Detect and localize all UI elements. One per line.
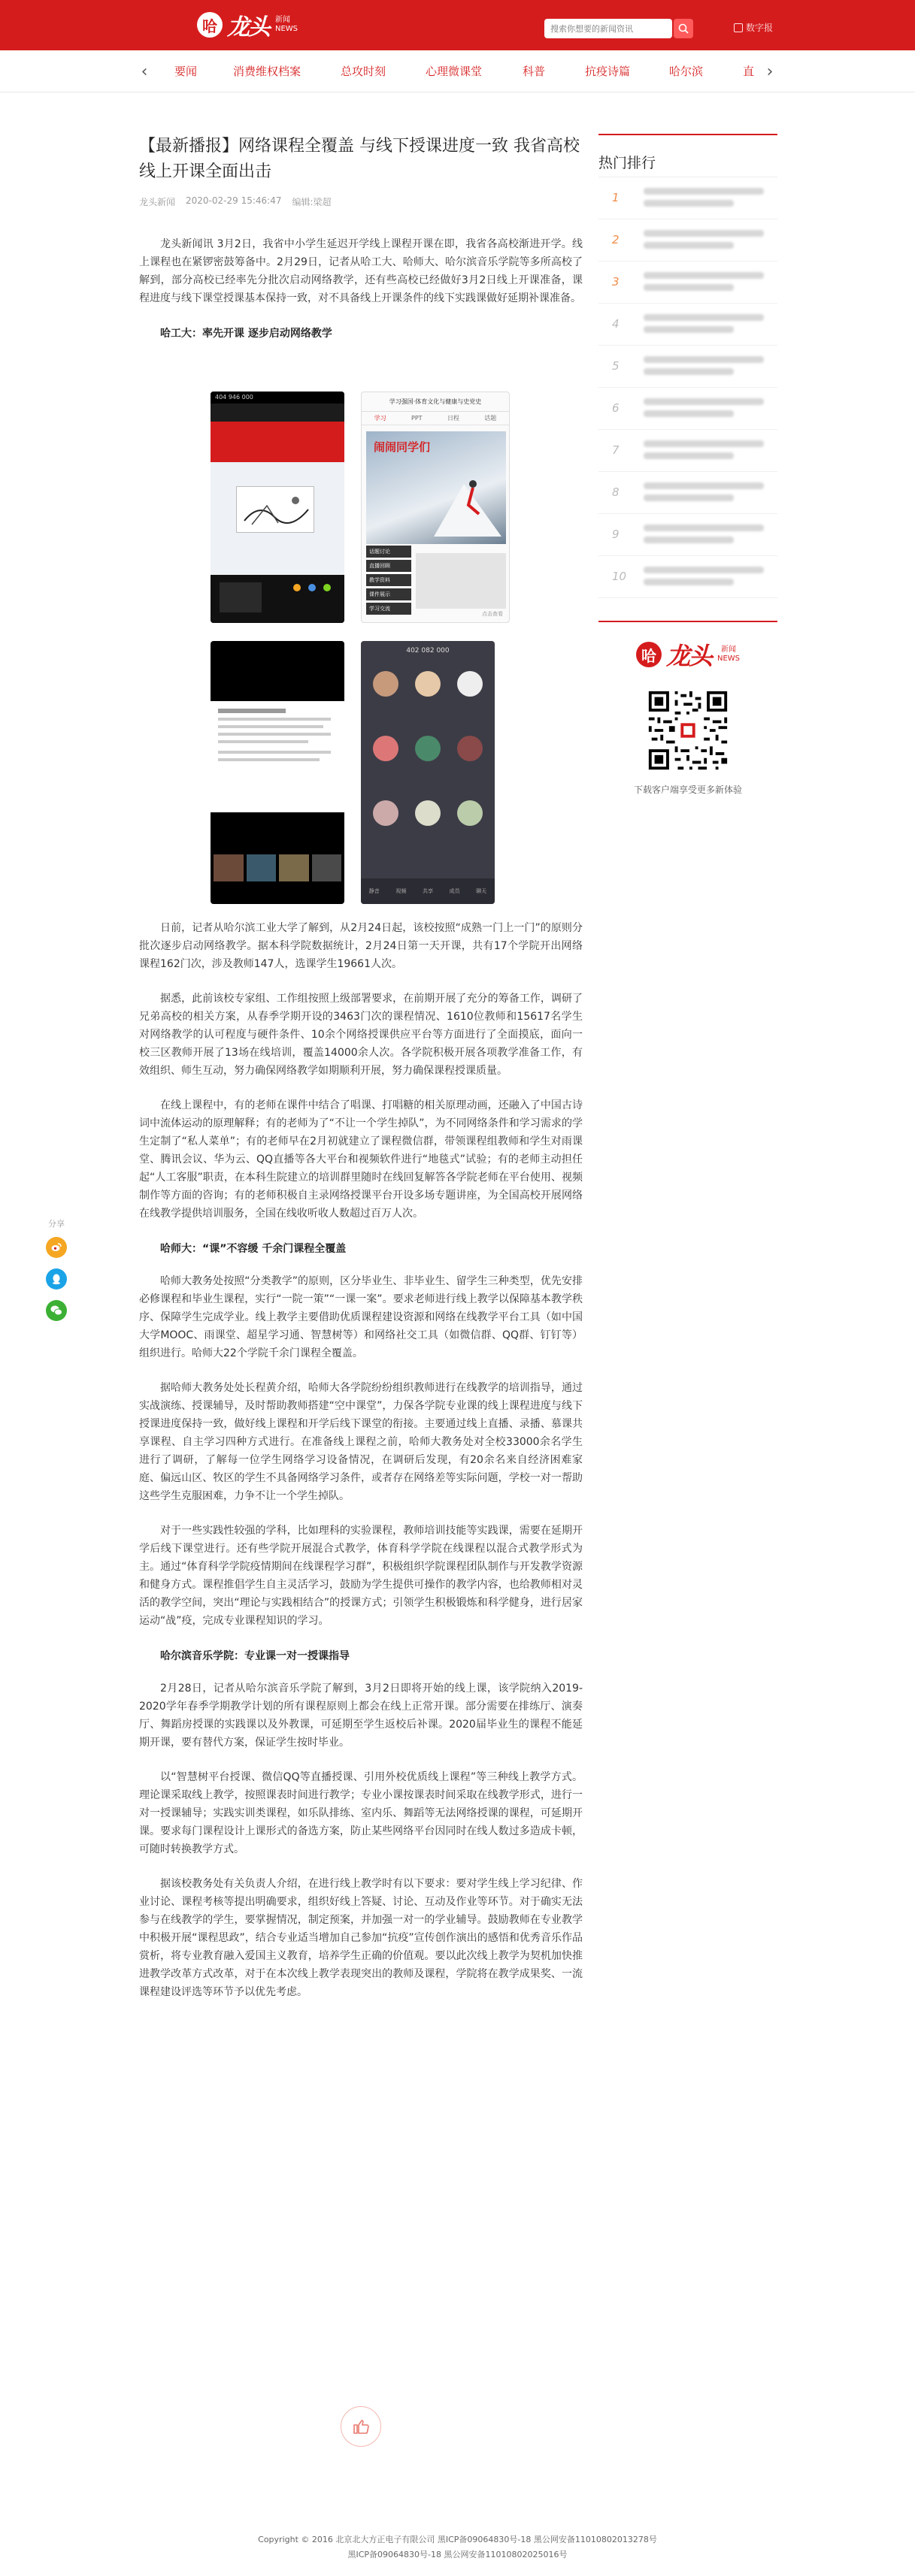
hot-rank: 5 (612, 359, 620, 373)
logo-sub-cn: 新闻 (275, 16, 290, 24)
participant-avatar (457, 671, 483, 697)
article-paragraph: 龙头新闻讯 3月2日，我省中小学生延迟开学线上课程开课在即，我省各高校渐进开学。线上课程也在紧锣密鼓筹备中。2月29日，记者从哈工大、哈师大、哈尔滨音乐学院等多所高校了解到，部分高校已经率先分批次启动网络教学，还有些高校已经做好3月2日线上开课准备，课程进度与线下课堂授课基本保持一致，对不具备线上开课条件的线下实践课做好延期补课准备。 (139, 238, 583, 304)
qq-icon (51, 1273, 62, 1285)
digital-label: 数字报 (746, 23, 774, 33)
meeting-toolbar (361, 878, 495, 904)
qr-code-icon[interactable] (646, 688, 730, 772)
participant-avatar (373, 671, 398, 697)
site-logo[interactable] (197, 9, 298, 41)
doc-line (218, 718, 331, 721)
article-paragraph: 以“智慧树平台授课、微信QQ等直播授课、引用外校优质线上课程”等三种线上教学方式。理论课采取线上教学，按照课表时间进行教学；专业小课按课表时间采取在线教学形式，进行一对一授课辅导；实践实训类课程，如乐队排练、室内乐、舞蹈等无法网络授课的课程，可延期开课。要求每门课程设计上课形式的备选方案，防止某些网络平台因同时在线人数过多造成卡顿，可随时转换教学方式。 (139, 1771, 583, 1855)
participant-avatar (415, 800, 441, 826)
sidebar (598, 134, 777, 796)
article (139, 134, 583, 2001)
hot-title-blur (644, 272, 764, 279)
footer-icp: 黑ICP备09064830号-18 黑公网安备11010802025016号 (347, 2550, 568, 2559)
slide-image (236, 486, 314, 533)
article-source[interactable]: 龙头新闻 (139, 197, 176, 207)
camera-icon (308, 584, 316, 591)
article-title: 【最新播报】网络课程全覆盖 与线下授课进度一致 我省高校线上开课全面出击 (139, 137, 580, 181)
toolbar-area (211, 575, 344, 623)
like-button[interactable] (341, 2406, 381, 2447)
nav-items (171, 50, 761, 92)
weibo-icon (50, 1241, 62, 1253)
article-photo-grid (139, 361, 583, 903)
hot-title-blur (644, 200, 734, 207)
hot-rank: 2 (612, 233, 620, 246)
doc-line (218, 740, 308, 743)
hot-list-item[interactable] (598, 430, 777, 472)
participant-thumb (279, 854, 309, 881)
hot-title-blur (644, 452, 734, 459)
hot-title-blur (644, 440, 764, 447)
thumbs-up-icon (352, 2417, 370, 2435)
nav-item-8[interactable]: 直 (743, 65, 755, 78)
promo-logo-sub-cn: 新闻 (721, 646, 736, 654)
app-menu-item: 直播回顾 (366, 560, 411, 572)
hot-title-blur (644, 356, 764, 363)
app-tabs (362, 412, 509, 425)
meeting-toolbar-item: 聊天 (476, 888, 487, 894)
doc-line (218, 751, 331, 754)
article-paragraph: 在线上课程中，有的老师在课件中结合了唱课、打唱糖的相关原理动画，还融入了中国古诗词中流体运动的原理解释；有的老师为了“不让一个学生掉队”，为不同网络条件和学习需求的学生定制了“私人菜单”；有的老师早在2月初就建立了课程微信群，带领课程组教师和学生对雨课堂、腾讯会议、华为云、QQ直播等各大平台和视频软件进行“地毯式”试验；有的老师主动担任起“人工客服”职责，在本科生院建立的培训群里随时在线回复解答各学院老师在平台使用、视频制作等方面的咨询；有的老师积极自主录网络授课平台开设多场专题讲座，为全国高校开展网络在线教学提供培训服务，全国在线收听收人数超过百万人次。 (139, 1099, 583, 1220)
doc-line (218, 758, 320, 761)
hot-list-item[interactable] (598, 177, 777, 219)
article-paragraph: 日前，记者从哈尔滨工业大学了解到，从2月24日起，该校按照“成熟一门上一门”的原则分批次逐步启动网络教学。据本科学院数据统计，2月24日第一天开课，共有17个学院开出网络课程162门次，涉及教师147人，选课学生19661人次。 (139, 922, 583, 970)
participant-avatar (373, 800, 398, 826)
hot-list-item[interactable] (598, 304, 777, 346)
nav-item-6[interactable]: 抗疫诗篇 (585, 65, 631, 78)
app-footer: 点击查看 (482, 611, 503, 617)
hot-list-item[interactable] (598, 219, 777, 262)
participant-avatar (457, 800, 483, 826)
participant-thumb (312, 854, 342, 881)
participant-avatar (457, 736, 483, 761)
hot-title-blur (644, 242, 734, 249)
hot-list (598, 177, 777, 598)
share-weibo-button[interactable] (46, 1237, 67, 1258)
meeting-toolbar-item: 成员 (449, 888, 460, 894)
hot-title-blur (644, 326, 734, 333)
hot-list-item[interactable] (598, 556, 777, 598)
app-tab: PPT (411, 415, 423, 422)
hot-title-blur (644, 188, 764, 195)
share-bar (45, 1217, 68, 1332)
hot-title-blur (644, 525, 764, 531)
hot-title-blur (644, 410, 734, 417)
app-menu (366, 546, 411, 615)
nav-item-7[interactable]: 哈尔滨 (669, 65, 704, 78)
meeting-toolbar-item: 视频 (395, 888, 407, 894)
meeting-screenshot (361, 641, 495, 904)
hot-title-blur (644, 567, 764, 573)
meeting-toolbar-item: 共享 (422, 888, 433, 894)
nav-item-2[interactable]: 消费维权档案 (233, 65, 301, 78)
article-editor: 编辑:梁超 (292, 197, 332, 207)
doc-line (218, 709, 286, 713)
hot-rank: 7 (612, 443, 620, 457)
article-subheading: 哈师大：“课”不容缓 千余门课程全覆盖 (160, 1243, 347, 1255)
nav-next-button[interactable] (762, 62, 777, 80)
digital-newspaper-link[interactable] (734, 21, 773, 34)
hot-title-blur (644, 494, 734, 501)
logo-sub (275, 16, 298, 34)
top-header (0, 0, 915, 50)
doc-line (218, 733, 331, 736)
search-button[interactable] (674, 19, 693, 38)
article-paragraph: 对于一些实践性较强的学科，比如理科的实验课程，教师培训技能等实践课，需要在延期开学后线下课堂进行。还有些学院开展混合式教学，体育科学学院在线课程以混合式教学形式为主。通过“体育科学学院疫情期间在线课程学习群”，积极组织学院课程团队制作与开发教学资源和健身方式。课程推倡学生自主灵活学习，鼓励为学生提供可操作的教学内容，也给教师相对灵活的教学空间，突出“理论与实践相结合”的授课方式；引领学生积极锻炼和科学健身，进行居家运动“战”疫，完成专业课程知识的学习。 (139, 1525, 583, 1627)
hot-rank: 1 (612, 191, 620, 204)
hot-list-item[interactable] (598, 472, 777, 514)
doc-line (218, 725, 323, 728)
video-class-screenshot (211, 641, 344, 904)
nav-item-4[interactable]: 心理微课堂 (426, 65, 483, 78)
article-paragraph: 2月28日，记者从哈尔滨音乐学院了解到，3月2日即将开始的线上课，该学院纳入2019-2020学年春季学期教学计划的所有课程原则上都会在线上正常开课。部分需要在排练厅、演奏厅、舞蹈房授课的实践课以及外教课，可延期至学生返校后补课。2020届毕业生的课程不能延期开课，要有替代方案，保证学生按时毕业。 (139, 1683, 583, 1749)
participant-avatar (415, 671, 441, 697)
video-thumb (220, 582, 262, 612)
app-banner-title: 闹闹同学们 (374, 440, 431, 454)
meeting-toolbar-item: 静音 (368, 888, 380, 894)
participant-avatar (415, 736, 441, 761)
hot-title-blur (644, 230, 764, 237)
app-tab: 日程 (447, 415, 459, 422)
hot-list-item[interactable] (598, 388, 777, 430)
study-app-screenshot (361, 392, 510, 623)
promo-logo-mark: 哈 (636, 642, 662, 667)
article-paragraph: 据哈师大教务处处长程黄介绍，哈师大各学院纷纷组织教师进行在线教学的培训指导，通过实战演练、授课辅导，及时帮助教师搭建“空中课堂”，力保各学院专业课的线上课程进度与线下授课进度保持一致，做好线上课程和开学后线下课堂的衔接。主要通过线上直播、录播、慕课共享课程、自主学习四种方式进行。在准备线上课程之前，哈师大教务处对全校33000余名学生进行了调研，了解每一位学生网络学习设备情况，在调研后发现，有20余名来自经济困难家庭、偏远山区、牧区的学生不具备网络学习条件，或者存在网络差等实际问题，学校一对一帮助这些学生克服困难，力争不让一个学生掉队。 (139, 1382, 583, 1502)
newspaper-icon (734, 23, 743, 32)
logo-sub-en: NEWS (275, 25, 298, 33)
wechat-icon (50, 1305, 63, 1317)
hot-list-title: 热门排行 (598, 134, 777, 177)
nav-item-5[interactable]: 科普 (523, 65, 546, 78)
app-menu-item: 话题讨论 (366, 546, 411, 558)
promo-logo-text: 龙头 (665, 642, 711, 670)
nav-item-1[interactable]: 要闻 (174, 65, 198, 78)
logo-mark: 哈 (197, 12, 223, 38)
nav-item-3[interactable]: 总攻时刻 (341, 65, 386, 78)
app-promo (598, 621, 777, 796)
hot-title-blur (644, 482, 764, 489)
share-wechat-button[interactable] (46, 1300, 67, 1321)
hot-title-blur (644, 537, 734, 543)
meeting-header: 402 082 000 (406, 647, 450, 655)
nav-prev-button[interactable] (137, 62, 152, 80)
app-menu-item: 学习交流 (366, 603, 411, 615)
channel-nav (0, 50, 915, 92)
mic-icon (293, 584, 301, 591)
promo-logo-sub-en: NEWS (717, 655, 741, 663)
skier-icon (434, 461, 501, 537)
chevron-left-icon: ‹ (141, 62, 148, 81)
hot-rank: 3 (612, 275, 620, 289)
hot-rank: 6 (612, 401, 620, 415)
status-bar: 404 946 000 (211, 392, 344, 404)
page-footer (0, 2532, 915, 2562)
slide-body (211, 462, 344, 575)
hot-title-blur (644, 398, 764, 405)
article-meta (139, 195, 583, 208)
app-content-block (416, 553, 506, 609)
hot-rank: 4 (612, 317, 620, 331)
lecture-screenshot (211, 392, 344, 623)
hot-list-item[interactable] (598, 262, 777, 304)
chat-icon (323, 584, 331, 591)
shared-document (211, 701, 344, 812)
hot-title-blur (644, 368, 734, 375)
article-subheading: 哈尔滨音乐学院：专业课一对一授课指导 (160, 1650, 350, 1662)
promo-logo-sub (717, 646, 740, 664)
participant-thumb (214, 854, 244, 881)
promo-logo (598, 637, 777, 672)
hot-title-blur (644, 579, 734, 585)
chevron-right-icon: › (766, 62, 774, 81)
ink-painting-icon (237, 487, 315, 534)
hot-title-blur (644, 284, 734, 291)
logo-text: 龙头 (227, 14, 269, 41)
search-icon (678, 23, 689, 34)
hot-list-item[interactable] (598, 514, 777, 556)
participant-grid (361, 664, 495, 866)
article-subheading: 哈工大：率先开课 逐步启动网络教学 (160, 328, 332, 340)
hot-rank: 8 (612, 485, 620, 499)
article-datetime: 2020-02-29 15:46:47 (186, 195, 282, 206)
app-header: 学习强国·体育文化与健康与史党史 (362, 392, 509, 412)
hot-rank: 9 (612, 528, 620, 541)
footer-copyright: Copyright © 2016 北京北大方正电子有限公司 黑ICP备09064830号-18 黑公网安备11010802013278号 (258, 2535, 657, 2544)
share-qq-button[interactable] (46, 1268, 67, 1290)
article-paragraph: 据悉，此前该校专家组、工作组按照上级部署要求，在前期开展了充分的筹备工作，调研了兄弟高校的相关方案，从春季学期开设的3463门次的课程情况、1610位教师和15617名学生对网络教学的认可程度与硬件条件、10余个网络授课供应平台等方面进行了全面摸底，面向一校三区教师开展了13场在线培训，覆盖14000余人次。各学院积极开展各项教学准备工作，有效组织、师生互动，努力确保网络教学如期顺利开展，努力确保课程授课质量。 (139, 993, 583, 1077)
share-label: 分享 (48, 1219, 65, 1229)
hot-list-item[interactable] (598, 346, 777, 388)
app-menu-item: 课件展示 (366, 588, 411, 600)
app-tab: 学习 (374, 415, 386, 422)
hot-title-blur (644, 314, 764, 321)
qr-caption: 下载客户端享受更多新体验 (633, 785, 742, 795)
article-body (139, 235, 583, 2001)
app-menu-item: 教学资料 (366, 574, 411, 586)
participant-avatar (373, 736, 398, 761)
search-input[interactable] (544, 19, 672, 38)
app-tab: 话题 (484, 415, 497, 422)
participant-thumb (247, 854, 277, 881)
article-paragraph: 据该校教务处有关负责人介绍，在进行线上教学时有以下要求：要对学生线上学习纪律、作业讨论、课程考核等提出明确要求，组织好线上答疑、讨论、互动及作业等环节。对于确实无法参与在线教学的学生，要掌握情况，制定预案，并加强一对一的学业辅导。鼓励教师在专业教学中积极开展“课程思政”，结合专业适当增加自己参加“抗疫”宣传创作演出的感悟和优秀音乐作品赏析，将专业教育融入爱国主义教育，培养学生正确的价值观。要以此次线上教学为契机加快推进教学改革方式改革，对于在本次线上教学表现突出的教师及课程，学院将在教学成果奖、一流课程建设评选等环节予以优先考虑。 (139, 1878, 583, 1998)
slide-header (211, 422, 344, 462)
article-paragraph: 哈师大教务处按照“分类教学”的原则，区分毕业生、非毕业生、留学生三种类型，优先安排必修课程和毕业生课程，实行“一院一策”“一课一案”。要求老师进行线上教学以保障基本教学秩序、保障学生完成学业。线上教学主要借助优质课程建设资源和网络在线教学平台工具（如中国大学MOOC、雨课堂、超星学习通、智慧树等）和网络社交工具（如微信群、QQ群、钉钉等）组织进行。哈师大22个学院千余门课程全覆盖。 (139, 1275, 583, 1359)
participant-strip (211, 854, 344, 881)
app-banner (366, 431, 506, 544)
hot-rank: 10 (612, 570, 627, 583)
